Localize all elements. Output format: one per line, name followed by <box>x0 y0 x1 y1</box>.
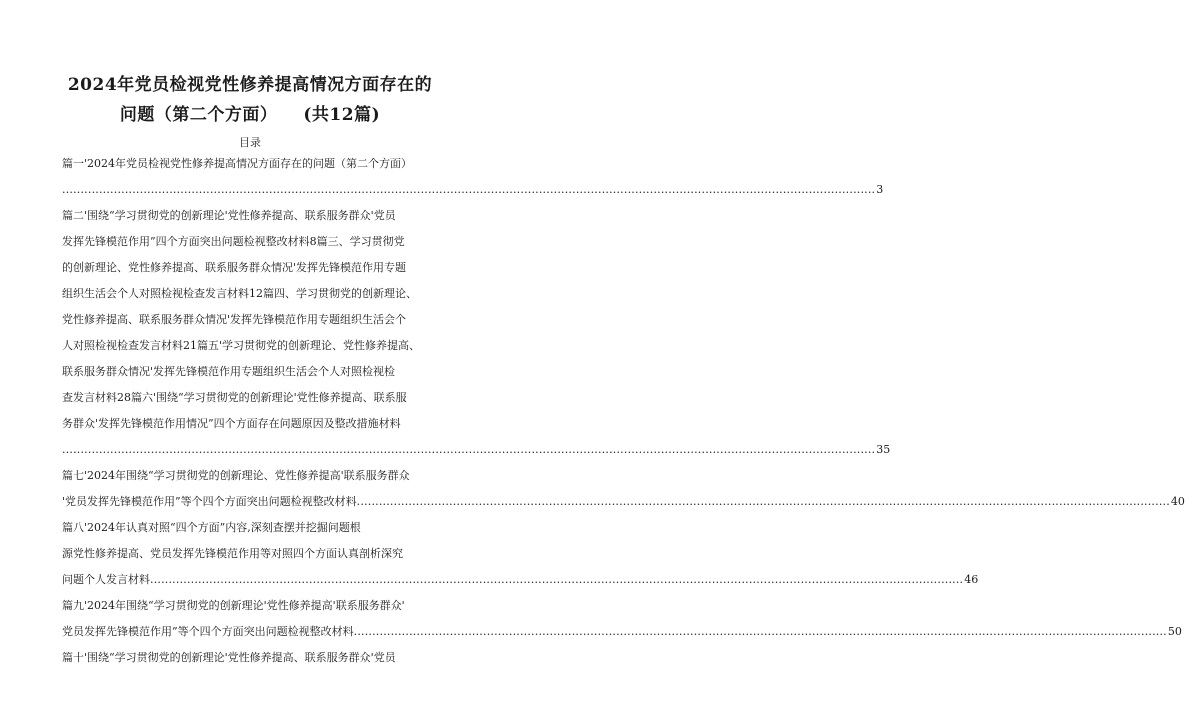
toc-entry-7-title[interactable]: 篇七'2024年围绕“学习贯彻党的创新理论、党性修养提高'联系服务群众 <box>62 469 410 482</box>
document-title-count: (共12篇) <box>303 105 381 125</box>
toc-entry-text[interactable]: 务群众'发挥先锋模范作用情况”四个方面存在问题原因及整改措施材料 <box>62 417 401 430</box>
dot-leader: ............................................................................................................................................................................................................................ <box>356 495 1170 508</box>
dot-leader: ............................................................................................................................................................................................................................ <box>62 443 876 456</box>
page-number: 46 <box>964 573 979 586</box>
toc-entry-text[interactable]: 源党性修养提高、党员发挥先锋模范作用等对照四个方面认真剖析深究 <box>62 547 403 560</box>
toc-entry-text[interactable]: 组织生活会个人对照检视检查发言材料12篇四、学习贯彻党的创新理论、 <box>62 287 417 300</box>
document-title-line-2 <box>40 102 460 128</box>
toc-entry-7-leader[interactable] <box>62 494 1185 510</box>
toc-entry-text[interactable]: 党性修养提高、联系服务群众情况'发挥先锋模范作用专题组织生活会个 <box>62 313 407 326</box>
toc-entry-8-leader[interactable] <box>62 572 979 588</box>
toc-entry-text[interactable]: 发挥先锋模范作用”四个方面突出问题检视整改材料8篇三、学习贯彻党 <box>62 235 405 248</box>
toc-heading: 目录 <box>239 136 261 149</box>
toc-entry-1-title[interactable]: 篇一'2024年党员检视党性修养提高情况方面存在的问题（第二个方面） <box>62 157 413 170</box>
toc-entry-text[interactable]: 人对照检视检查发言材料21篇五'学习贯彻党的创新理论、党性修养提高、 <box>62 339 421 352</box>
toc-entry-text: 问题个人发言材料 <box>62 573 150 586</box>
page-number: 40 <box>1170 495 1185 508</box>
toc-entry-text[interactable]: 联系服务群众情况'发挥先锋模范作用专题组织生活会个人对照检视检 <box>62 365 396 378</box>
toc-entry-10-title[interactable]: 篇十'围绕“学习贯彻党的创新理论'党性修养提高、联系服务群众'党员 <box>62 651 396 664</box>
dot-leader: ............................................................................................................................................................................................................................ <box>150 573 964 586</box>
toc-entry-text: '党员发挥先锋模范作用”等个四个方面突出问题检视整改材料 <box>62 495 357 508</box>
toc-entry-9-title[interactable]: 篇九'2024年围绕“学习贯彻党的创新理论'党性修养提高'联系服务群众' <box>62 599 405 612</box>
toc-entry-text[interactable]: 篇二'围绕“学习贯彻党的创新理论'党性修养提高、联系服务群众'党员 <box>62 209 396 222</box>
page-number: 35 <box>876 443 891 456</box>
toc-entry-9-leader[interactable] <box>62 624 1182 640</box>
page-number: 3 <box>876 183 884 196</box>
toc-entry-text[interactable]: 查发言材料28篇六'围绕“学习贯彻党的创新理论'党性修养提高、联系服 <box>62 391 407 404</box>
toc-entry-1-leader[interactable] <box>62 182 884 198</box>
page-number: 50 <box>1167 625 1182 638</box>
toc-entry-8-title[interactable]: 篇八'2024年认真对照“四个方面”内容,深刻查摆并挖掘问题根 <box>62 521 361 534</box>
document-title-line-1: 2024年党员检视党性修养提高情况方面存在的 <box>67 75 433 95</box>
document-title-part: 问题（第二个方面） <box>119 105 278 125</box>
toc-entry-6-leader[interactable] <box>62 442 891 458</box>
toc-entry-text: 党员发挥先锋模范作用”等个四个方面突出问题检视整改材料 <box>62 625 354 638</box>
dot-leader: ............................................................................................................................................................................................................................ <box>62 183 876 196</box>
dot-leader: ............................................................................................................................................................................................................................ <box>353 625 1167 638</box>
toc-entry-text[interactable]: 的创新理论、党性修养提高、联系服务群众情况'发挥先锋模范作用专题 <box>62 261 407 274</box>
